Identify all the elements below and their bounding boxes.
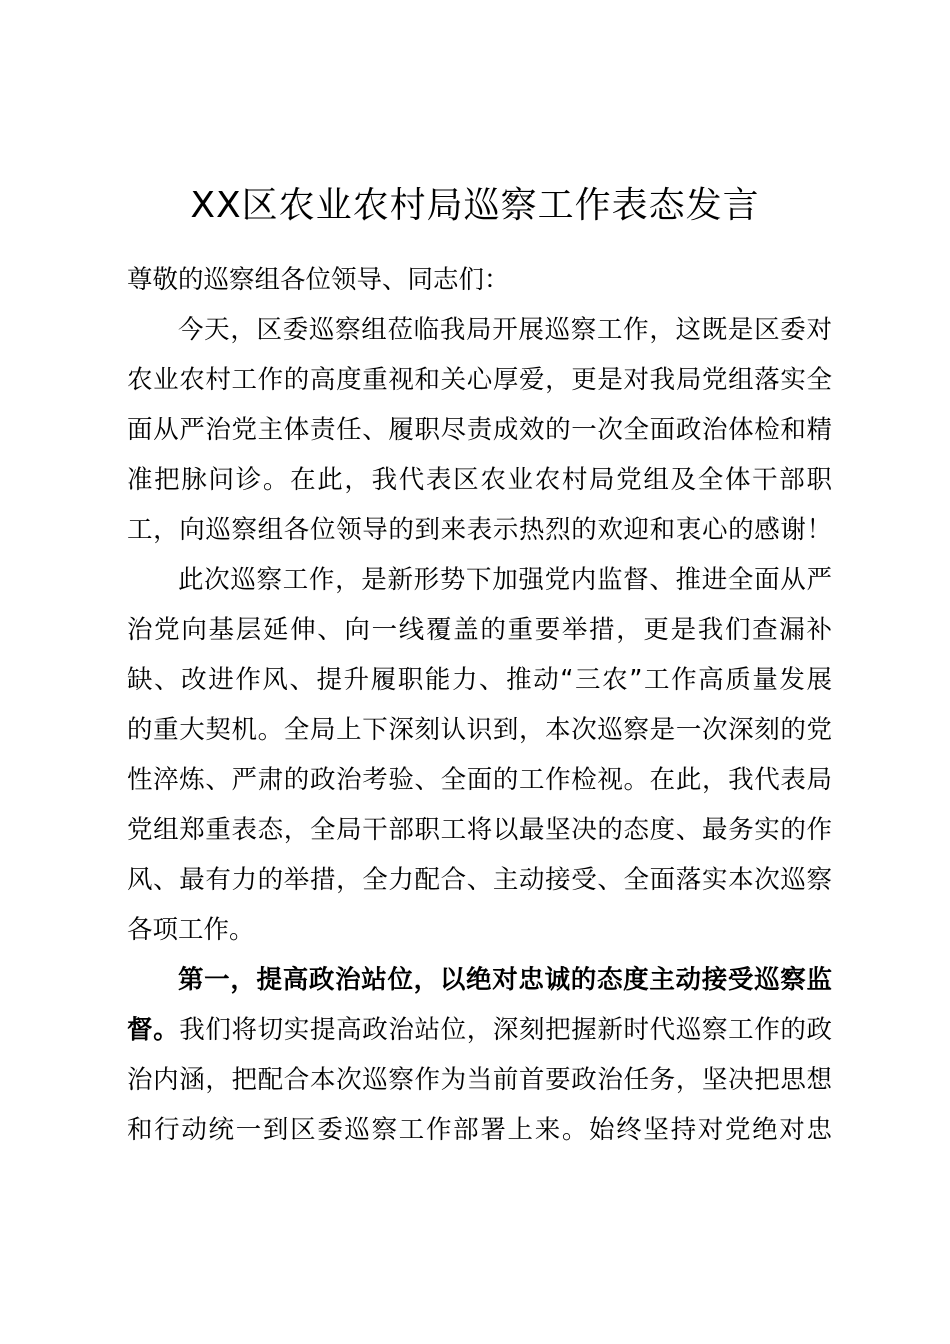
section-heading-end: 督。 (127, 1015, 180, 1045)
paragraph-line: 缺、改进作风、提升履职能力、推动“三农”工作高质量发展 (127, 665, 832, 695)
paragraph-line: 面从严治党主体责任、履职尽责成效的一次全面政治体检和精 (127, 415, 832, 445)
paragraph-line: 治党向基层延伸、向一线覆盖的重要举措，更是我们查漏补 (127, 615, 832, 645)
salutation: 尊敬的巡察组各位领导、同志们： (127, 265, 510, 295)
paragraph-line: 和行动统一到区委巡察工作部署上来。始终坚持对党绝对忠 (127, 1115, 832, 1145)
paragraph-line: 工，向巡察组各位领导的到来表示热烈的欢迎和衷心的感谢！ (127, 515, 832, 545)
paragraph-line: 此次巡察工作，是新形势下加强党内监督、推进全面从严 (178, 565, 832, 595)
paragraph-line: 今天，区委巡察组莅临我局开展巡察工作，这既是区委对 (178, 315, 832, 345)
paragraph-line: 治内涵，把配合本次巡察作为当前首要政治任务，坚决把思想 (127, 1065, 832, 1095)
paragraph-line: 准把脉问诊。在此，我代表区农业农村局党组及全体干部职 (127, 465, 832, 495)
document-title: XX区农业农村局巡察工作表态发言 (190, 185, 760, 226)
paragraph-line: 党组郑重表态，全局干部职工将以最坚决的态度、最务实的作 (127, 815, 832, 845)
paragraph-line: 风、最有力的举措，全力配合、主动接受、全面落实本次巡察 (127, 865, 832, 895)
paragraph-line: 性淬炼、严肃的政治考验、全面的工作检视。在此，我代表局 (127, 765, 832, 795)
paragraph-line: 农业农村工作的高度重视和关心厚爱，更是对我局党组落实全 (127, 365, 832, 395)
section-heading: 第一，提高政治站位，以绝对忠诚的态度主动接受巡察监 (178, 965, 832, 995)
paragraph-text: 我们将切实提高政治站位，深刻把握新时代巡察工作的政 (179, 1015, 832, 1045)
paragraph-line (127, 1012, 832, 1048)
paragraph-line: 的重大契机。全局上下深刻认识到，本次巡察是一次深刻的党 (127, 715, 832, 745)
paragraph-line: 各项工作。 (127, 915, 255, 945)
